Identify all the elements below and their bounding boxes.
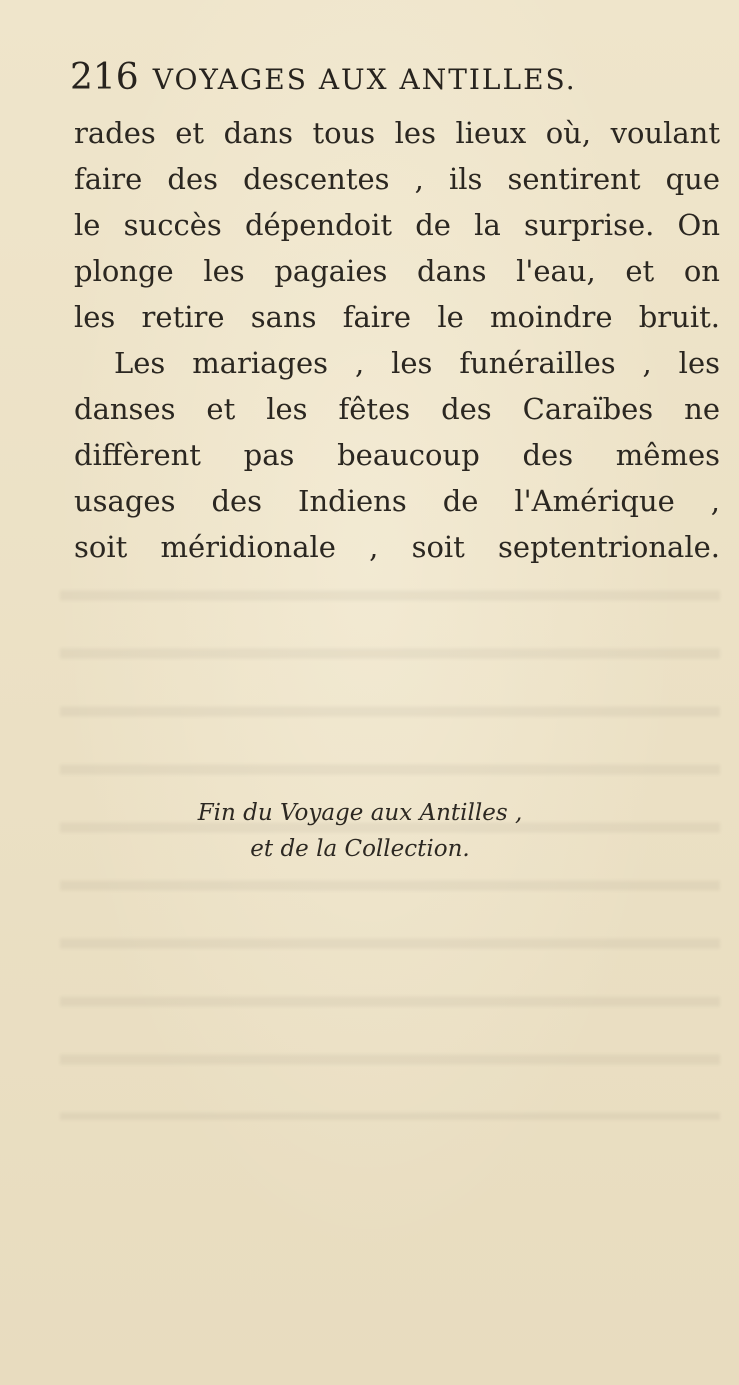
text-line: danses et les fêtes des Caraïbes ne <box>74 392 720 426</box>
text-line-paragraph-start: Les mariages , les funérailles , les <box>114 346 720 380</box>
text-line: soit méridionale , soit septentrionale. <box>74 530 720 564</box>
text-line: usages des Indiens de l'Amérique , <box>74 484 720 518</box>
colophon <box>150 795 570 867</box>
text-line: diffèrent pas beaucoup des mêmes <box>74 438 720 472</box>
text-line: plonge les pagaies dans l'eau, et on <box>74 254 720 288</box>
text-line: le succès dépendoit de la surprise. On <box>74 208 720 242</box>
text-line: rades et dans tous les lieux où, voulant <box>74 116 720 150</box>
body-text <box>74 110 720 570</box>
text-line: faire des descentes , ils sentirent que <box>74 162 720 196</box>
text-line: les retire sans faire le moindre bruit. <box>74 300 720 334</box>
page-number: 216 <box>70 57 139 98</box>
colophon-line-1: Fin du Voyage aux Antilles , <box>197 800 523 826</box>
running-head <box>70 58 710 100</box>
colophon-line-2: et de la Collection. <box>250 836 470 862</box>
running-title: VOYAGES AUX ANTILLES. <box>152 63 577 96</box>
